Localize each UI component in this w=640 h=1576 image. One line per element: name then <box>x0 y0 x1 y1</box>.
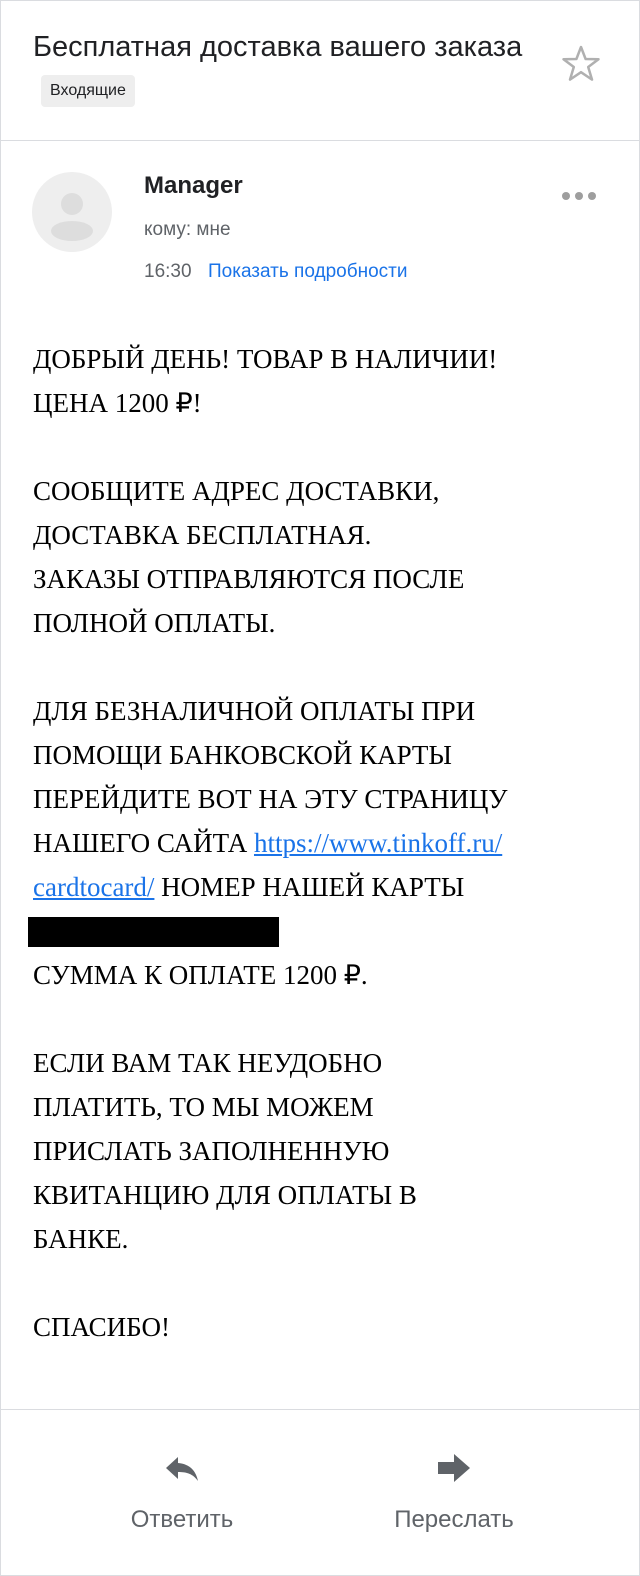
show-details-link[interactable]: Показать подробности <box>208 261 408 282</box>
body-line: ДОСТАВКА БЕСПЛАТНАЯ. <box>33 520 372 550</box>
forward-button[interactable] <box>354 1410 554 1576</box>
dot <box>562 192 570 200</box>
sender-name: Manager <box>144 172 243 199</box>
email-header <box>0 0 640 141</box>
recipient-line: кому: мне <box>144 219 231 240</box>
body-line: ЗАКАЗЫ ОТПРАВЛЯЮТСЯ ПОСЛЕ <box>33 564 465 594</box>
reply-button[interactable] <box>82 1410 282 1576</box>
reply-label: Ответить <box>130 1506 234 1533</box>
redacted-card-number <box>28 917 279 947</box>
body-line: ЦЕНА 1200 ₽! <box>33 388 202 418</box>
body-line: ДЛЯ БЕЗНАЛИЧНОЙ ОПЛАТЫ ПРИ <box>33 696 476 726</box>
more-options-icon[interactable] <box>562 186 600 206</box>
body-line: ПОЛНОЙ ОПЛАТЫ. <box>33 608 276 638</box>
body-text-fragment: НАШЕГО САЙТА <box>33 828 254 858</box>
forward-label: Переслать <box>394 1506 514 1533</box>
message-time: 16:30 <box>144 261 192 282</box>
reply-icon <box>162 1448 202 1488</box>
person-icon <box>32 172 112 252</box>
subject-text: Бесплатная доставка вашего заказа <box>33 31 523 63</box>
body-line: ДОБРЫЙ ДЕНЬ! ТОВАР В НАЛИЧИИ! <box>33 344 498 374</box>
message-body <box>33 337 613 1349</box>
email-subject <box>33 24 533 116</box>
body-line: КВИТАНЦИЮ ДЛЯ ОПЛАТЫ В <box>33 1180 417 1210</box>
action-bar <box>0 1409 640 1576</box>
body-line <box>33 821 613 865</box>
sender-avatar <box>32 172 112 252</box>
body-line: СООБЩИТЕ АДРЕС ДОСТАВКИ, <box>33 476 440 506</box>
payment-link[interactable]: https://www.tinkoff.ru/ <box>253 828 503 858</box>
body-line: СПАСИБО! <box>33 1312 170 1342</box>
body-line: СУММА К ОПЛАТЕ 1200 ₽. <box>33 960 368 990</box>
inbox-label-badge[interactable]: Входящие <box>41 75 135 107</box>
dot <box>575 192 583 200</box>
forward-icon <box>434 1448 474 1488</box>
body-text-fragment: НОМЕР НАШЕЙ КАРТЫ <box>154 872 465 902</box>
body-line: ПРИСЛАТЬ ЗАПОЛНЕННУЮ <box>33 1136 390 1166</box>
body-line <box>33 865 613 909</box>
dot <box>588 192 596 200</box>
body-line: ПЛАТИТЬ, ТО МЫ МОЖЕМ <box>33 1092 374 1122</box>
body-line: ЕСЛИ ВАМ ТАК НЕУДОБНО <box>33 1048 383 1078</box>
body-line: ПОМОЩИ БАНКОВСКОЙ КАРТЫ <box>33 740 452 770</box>
body-line: БАНКЕ. <box>33 1224 129 1254</box>
body-line: ПЕРЕЙДИТЕ ВОТ НА ЭТУ СТРАНИЦУ <box>33 784 508 814</box>
payment-link-continued[interactable]: cardtocard/ <box>33 872 155 902</box>
star-icon[interactable] <box>561 44 601 84</box>
